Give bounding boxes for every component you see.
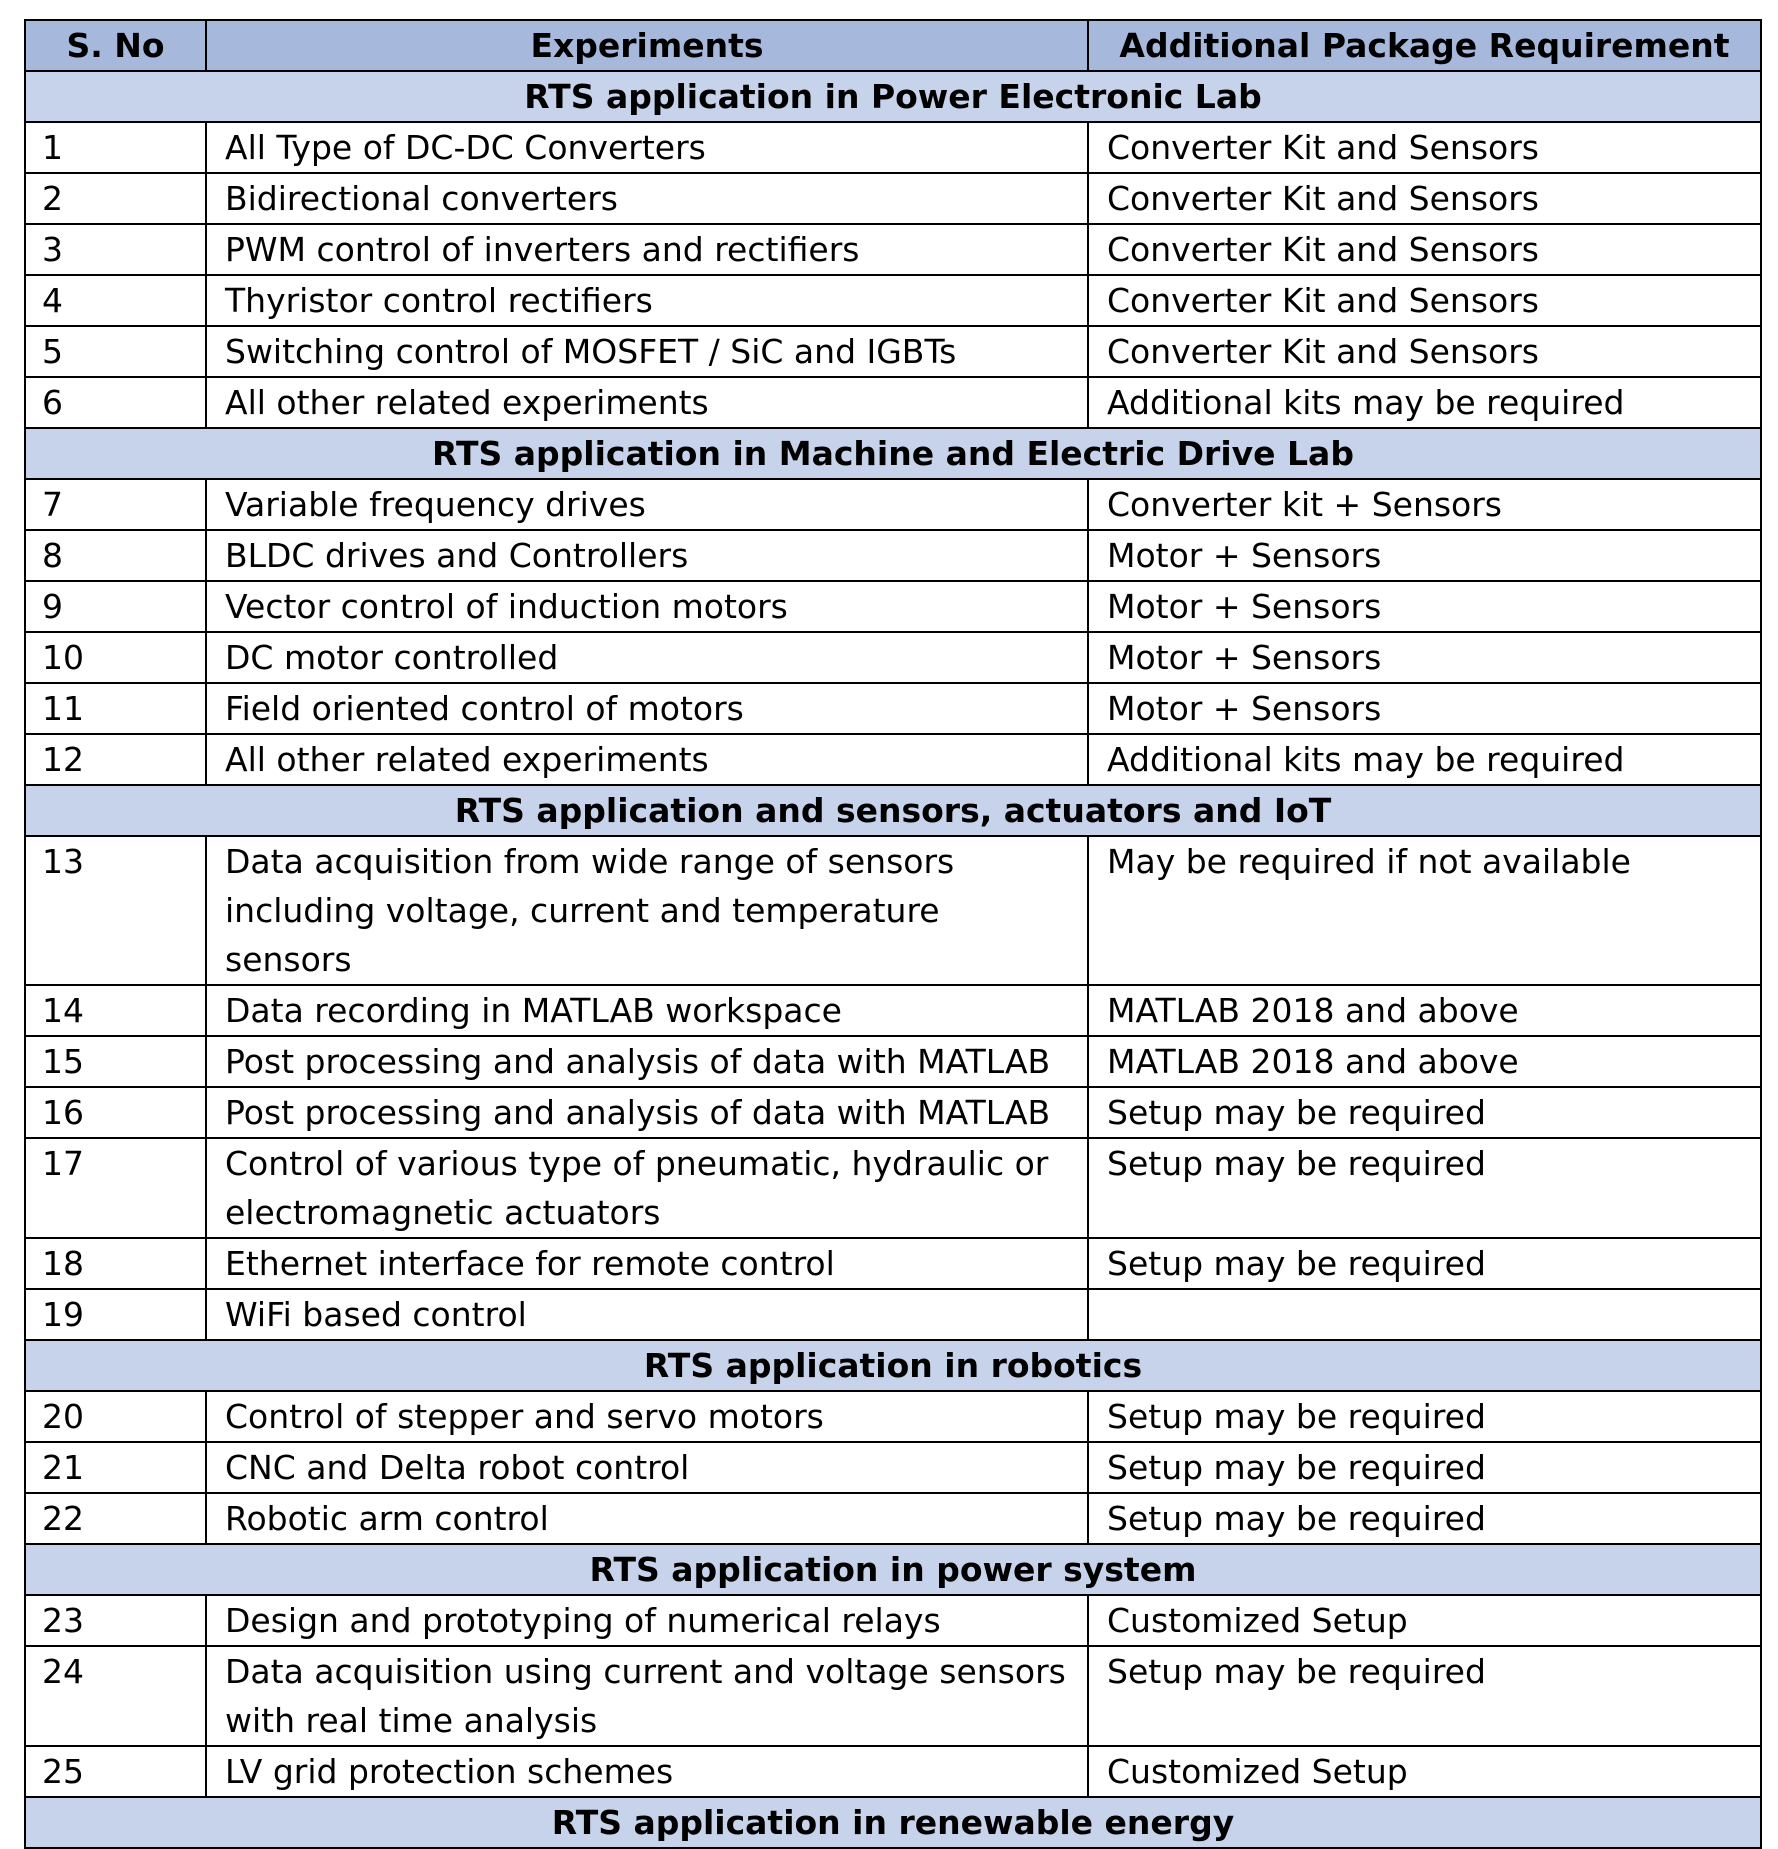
cell-experiment: All other related experiments [206,377,1088,428]
cell-sno: 9 [25,581,206,632]
cell-experiment: Ethernet interface for remote control [206,1238,1088,1289]
cell-sno: 21 [25,1442,206,1493]
cell-sno: 10 [25,632,206,683]
table-row [25,734,1761,785]
cell-sno: 13 [25,836,206,985]
cell-experiment: All Type of DC-DC Converters [206,122,1088,173]
cell-experiment: PWM control of inverters and rectifiers [206,224,1088,275]
table-row [25,1138,1761,1238]
cell-sno: 1 [25,122,206,173]
cell-sno: 23 [25,1595,206,1646]
cell-requirement: Setup may be required [1088,1646,1761,1746]
section-row [25,785,1761,836]
cell-experiment: Thyristor control rectifiers [206,275,1088,326]
cell-sno: 15 [25,1036,206,1087]
section-title: RTS application in power system [25,1544,1761,1595]
cell-sno: 11 [25,683,206,734]
cell-requirement: Additional kits may be required [1088,734,1761,785]
cell-experiment: Control of various type of pneumatic, hydraulic or electromagnetic actuators [206,1138,1088,1238]
table-body [25,71,1761,1848]
cell-experiment: Design and prototyping of numerical relays [206,1595,1088,1646]
cell-requirement: MATLAB 2018 and above [1088,1036,1761,1087]
header-requirement: Additional Package Requirement [1088,20,1761,71]
table-row [25,1646,1761,1746]
cell-sno: 5 [25,326,206,377]
cell-experiment: Bidirectional converters [206,173,1088,224]
cell-experiment: Control of stepper and servo motors [206,1391,1088,1442]
table-row [25,326,1761,377]
cell-requirement: Setup may be required [1088,1493,1761,1544]
section-title: RTS application in Power Electronic Lab [25,71,1761,122]
cell-sno: 24 [25,1646,206,1746]
cell-requirement: Customized Setup [1088,1746,1761,1797]
cell-experiment: Data acquisition using current and voltage sensors with real time analysis [206,1646,1088,1746]
cell-experiment: Vector control of induction motors [206,581,1088,632]
cell-experiment: CNC and Delta robot control [206,1442,1088,1493]
cell-requirement: Motor + Sensors [1088,530,1761,581]
cell-sno: 14 [25,985,206,1036]
cell-requirement: Setup may be required [1088,1238,1761,1289]
section-title: RTS application in Machine and Electric Drive Lab [25,428,1761,479]
table-row [25,173,1761,224]
table-row [25,985,1761,1036]
cell-sno: 22 [25,1493,206,1544]
table-row [25,581,1761,632]
cell-experiment: Field oriented control of motors [206,683,1088,734]
cell-requirement: Motor + Sensors [1088,581,1761,632]
section-row [25,428,1761,479]
cell-sno: 16 [25,1087,206,1138]
cell-requirement [1088,1289,1761,1340]
cell-requirement: Customized Setup [1088,1595,1761,1646]
cell-requirement: MATLAB 2018 and above [1088,985,1761,1036]
table-row [25,275,1761,326]
table-row [25,1391,1761,1442]
table-row [25,479,1761,530]
cell-sno: 4 [25,275,206,326]
cell-requirement: Setup may be required [1088,1391,1761,1442]
header-sno: S. No [25,20,206,71]
section-title: RTS application in renewable energy [25,1797,1761,1848]
cell-experiment: DC motor controlled [206,632,1088,683]
cell-experiment: WiFi based control [206,1289,1088,1340]
table-row [25,683,1761,734]
cell-requirement: Converter Kit and Sensors [1088,275,1761,326]
cell-requirement: Converter Kit and Sensors [1088,173,1761,224]
cell-sno: 18 [25,1238,206,1289]
table-row [25,122,1761,173]
cell-experiment: Switching control of MOSFET / SiC and IGBTs [206,326,1088,377]
table-row [25,1289,1761,1340]
cell-experiment: Robotic arm control [206,1493,1088,1544]
cell-sno: 8 [25,530,206,581]
cell-requirement: Converter Kit and Sensors [1088,326,1761,377]
cell-requirement: Converter kit + Sensors [1088,479,1761,530]
cell-sno: 6 [25,377,206,428]
cell-requirement: Additional kits may be required [1088,377,1761,428]
cell-sno: 17 [25,1138,206,1238]
cell-requirement: Setup may be required [1088,1442,1761,1493]
cell-experiment: Post processing and analysis of data with MATLAB [206,1087,1088,1138]
table-row [25,1493,1761,1544]
table-row [25,1036,1761,1087]
table-row [25,1087,1761,1138]
cell-sno: 2 [25,173,206,224]
section-title: RTS application and sensors, actuators and IoT [25,785,1761,836]
table-header-row [25,20,1761,71]
cell-experiment: All other related experiments [206,734,1088,785]
table-row [25,1442,1761,1493]
cell-sno: 7 [25,479,206,530]
cell-experiment: Data recording in MATLAB workspace [206,985,1088,1036]
section-title: RTS application in robotics [25,1340,1761,1391]
header-experiments: Experiments [206,20,1088,71]
cell-experiment: Post processing and analysis of data with MATLAB [206,1036,1088,1087]
cell-requirement: Motor + Sensors [1088,632,1761,683]
cell-requirement: Setup may be required [1088,1138,1761,1238]
cell-sno: 20 [25,1391,206,1442]
table-row [25,1746,1761,1797]
cell-sno: 3 [25,224,206,275]
section-row [25,1340,1761,1391]
table-row [25,224,1761,275]
cell-requirement: Converter Kit and Sensors [1088,122,1761,173]
cell-requirement: Converter Kit and Sensors [1088,224,1761,275]
section-row [25,71,1761,122]
table-row [25,530,1761,581]
cell-requirement: Motor + Sensors [1088,683,1761,734]
cell-experiment: BLDC drives and Controllers [206,530,1088,581]
cell-sno: 25 [25,1746,206,1797]
table-row [25,632,1761,683]
table-row [25,1595,1761,1646]
experiments-table [24,19,1762,1849]
cell-sno: 19 [25,1289,206,1340]
cell-experiment: Data acquisition from wide range of sensors including voltage, current and temperature sensors [206,836,1088,985]
table-row [25,1238,1761,1289]
cell-experiment: Variable frequency drives [206,479,1088,530]
section-row [25,1544,1761,1595]
table-row [25,377,1761,428]
table-row [25,836,1761,985]
cell-sno: 12 [25,734,206,785]
cell-experiment: LV grid protection schemes [206,1746,1088,1797]
cell-requirement: Setup may be required [1088,1087,1761,1138]
section-row [25,1797,1761,1848]
cell-requirement: May be required if not available [1088,836,1761,985]
